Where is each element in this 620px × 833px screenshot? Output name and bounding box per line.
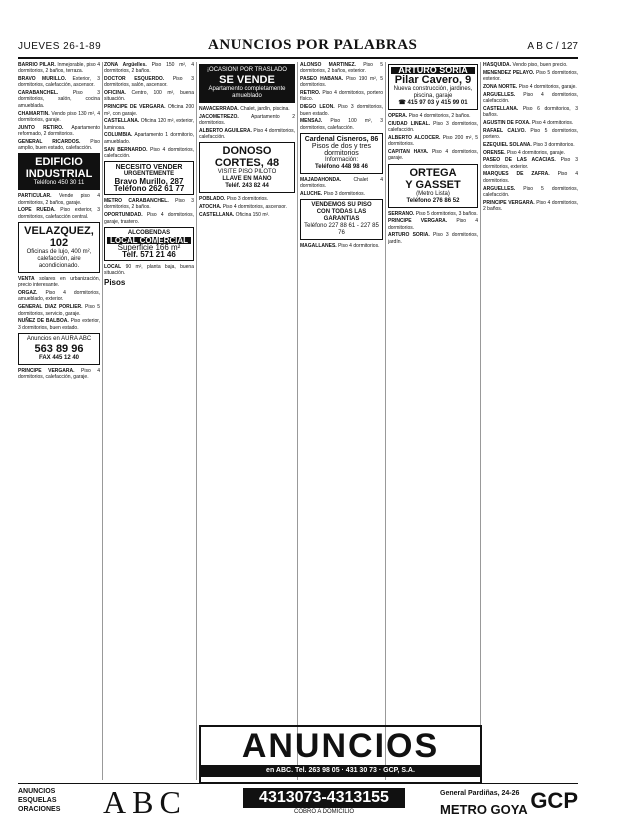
necesito-l3: Bravo Murillo, 287 bbox=[114, 177, 184, 187]
classified-keyword: ATOCHA. bbox=[199, 204, 222, 211]
cardenal-l1: Cardenal Cisneros, 86 bbox=[304, 135, 379, 143]
cardenal-ad bbox=[300, 133, 383, 174]
classified-text: Piso 3 dormitorios, exterior. bbox=[483, 157, 578, 170]
classified-text: Piso 190 m², 5 dormitorios. bbox=[300, 76, 383, 89]
classified-item bbox=[483, 84, 578, 90]
classified-item bbox=[483, 186, 578, 199]
classified-keyword: EZEQUIEL SOLANA. bbox=[483, 141, 532, 148]
column-1 bbox=[18, 62, 100, 780]
section-pisos: Pisos bbox=[104, 278, 126, 288]
footer-address: General Pardiñas, 24-26 bbox=[440, 790, 520, 797]
classified-text: Inmejorable, piso 4 dormitorios, 2 baños, terraza. bbox=[18, 62, 100, 75]
footer-left-1: ANUNCIOS bbox=[18, 788, 56, 795]
col1d-list bbox=[18, 368, 100, 381]
classified-text: Oficina 120 m², exterior, luminosa. bbox=[104, 118, 194, 131]
edificio-line1: EDIFICIO bbox=[35, 156, 83, 169]
classified-keyword: GENERAL RICARDOS. bbox=[18, 138, 81, 145]
classified-item bbox=[388, 232, 478, 245]
classified-keyword: AGUSTIN DE FOXA. bbox=[483, 119, 531, 126]
classified-item bbox=[483, 106, 578, 119]
ortega-l2: Y GASSET bbox=[405, 178, 461, 191]
footer-left bbox=[18, 787, 60, 814]
classified-keyword: CARABANCHEL. bbox=[18, 90, 59, 97]
vendemos-l1: VENDEMOS SU PISO bbox=[311, 202, 372, 209]
classified-keyword: CASTELLANA. bbox=[483, 105, 519, 112]
classified-item bbox=[104, 132, 194, 145]
classified-keyword: ZONA NORTE. bbox=[483, 83, 518, 90]
donoso-l5: Teléf. 243 82 44 bbox=[225, 183, 269, 190]
classified-text: Piso 3 dormitorios, salón, cocina amueblada. bbox=[18, 90, 100, 109]
aura-ad bbox=[18, 333, 100, 365]
classified-item bbox=[300, 243, 383, 249]
classified-item bbox=[300, 118, 383, 131]
col5b-list bbox=[388, 211, 478, 245]
donoso-l4: LLAVE EN MANO bbox=[222, 176, 272, 183]
classified-text: Piso 4 dormitorios, portero físico. bbox=[300, 90, 383, 103]
banner-sub: en ABC. Tel. 263 98 05 · 431 30 73 · GCP, S.A. bbox=[201, 765, 480, 777]
column-4 bbox=[300, 62, 383, 722]
footer-strip bbox=[18, 783, 578, 824]
col4-list bbox=[300, 62, 383, 131]
column-6 bbox=[483, 62, 578, 780]
classified-item bbox=[483, 142, 578, 148]
classified-text: Piso 4 dormitorios, calefacción, garaje. bbox=[18, 367, 100, 381]
aura-phone: 563 89 96 bbox=[34, 342, 84, 355]
col1-list bbox=[18, 62, 100, 151]
classified-text: Piso 6 dormitorios, 3 baños. bbox=[483, 105, 578, 119]
classified-keyword: PRINCIPE VERGARA. bbox=[18, 367, 75, 374]
classified-keyword: RETIRO. bbox=[300, 90, 321, 97]
classified-keyword: ALBERTO AGUILERA. bbox=[199, 127, 252, 134]
classified-item bbox=[104, 264, 194, 277]
column-3 bbox=[199, 62, 295, 722]
classified-text: Chalet 4 dormitorios. bbox=[300, 176, 383, 190]
classified-keyword: OPORTUNIDAD. bbox=[104, 212, 143, 219]
classified-text: Piso 4 dormitorios. bbox=[388, 218, 478, 231]
classified-keyword: ARGUELLES. bbox=[483, 185, 516, 192]
classified-text: Piso 100 m², 3 dormitorios, calefacción. bbox=[300, 118, 383, 131]
classified-text: Piso 4 dormitorios. bbox=[483, 171, 578, 184]
velazquez-street: VELAZQUEZ, 102 bbox=[24, 225, 94, 250]
classified-item bbox=[104, 118, 194, 131]
local-l1: ALCOBENDAS bbox=[127, 229, 171, 236]
classified-keyword: JACOMETREZO. bbox=[199, 113, 239, 120]
classified-item bbox=[18, 207, 100, 220]
classified-item bbox=[18, 76, 100, 89]
classified-keyword: CIUDAD LINEAL. bbox=[388, 120, 431, 127]
col4b-list bbox=[300, 177, 383, 197]
classified-item bbox=[388, 121, 478, 134]
classified-item bbox=[199, 212, 295, 218]
necesito-l1: NECESITO VENDER bbox=[115, 164, 183, 172]
classified-keyword: MENSAJ. bbox=[300, 118, 323, 125]
classified-item bbox=[483, 157, 578, 170]
col6-list bbox=[483, 62, 578, 212]
classified-keyword: PRINCIPE VERGARA. bbox=[388, 218, 448, 225]
classified-item bbox=[300, 90, 383, 103]
ortega-l4: Teléfono 276 86 52 bbox=[406, 197, 460, 204]
classified-text: Oficina 200 m², con garaje. bbox=[104, 104, 194, 117]
classified-text: Piso 4 dormitorios, garaje. bbox=[506, 149, 565, 156]
necesito-ad bbox=[104, 161, 194, 195]
classified-text: Piso 4 dormitorios. bbox=[531, 119, 574, 126]
ortega-l1: ORTEGA bbox=[409, 166, 457, 179]
classified-text: Vendo piso, buen precio. bbox=[512, 62, 568, 68]
classified-keyword: ORGAZ. bbox=[18, 290, 38, 297]
edificio-ad bbox=[18, 153, 100, 190]
abc-logo: ABC bbox=[103, 784, 187, 820]
classified-item bbox=[199, 196, 295, 202]
classified-item bbox=[300, 104, 383, 117]
classified-text: Apartamento 2 dormitorios. bbox=[199, 113, 295, 127]
classified-keyword: HASQUIDA. bbox=[483, 62, 512, 68]
classified-text: Apartamento reformado, 2 dormitorios. bbox=[18, 124, 100, 137]
classified-text: Piso 4 dormitorios, ascensor. bbox=[222, 204, 287, 211]
ortega-l3: (Metro Lista) bbox=[416, 190, 450, 197]
col2c-list bbox=[104, 264, 194, 277]
classified-text: Piso 3 dormitorios, buen estado. bbox=[300, 104, 383, 117]
classified-text: Piso 4 dormitorios, calefacción. bbox=[483, 91, 578, 104]
classified-keyword: PARTICULAR. bbox=[18, 193, 52, 200]
aura-fax: FAX 445 12 40 bbox=[38, 354, 80, 361]
classified-item bbox=[104, 90, 194, 103]
classified-text: Exterior, 3 dormitorios, calefacción, ascensor. bbox=[18, 76, 100, 89]
classified-text: Centro, 100 m², buena situación. bbox=[104, 90, 194, 103]
footer-cobro: COBRO A DOMICILIO bbox=[293, 809, 354, 815]
local-l4: Telf. 571 21 46 bbox=[122, 249, 176, 259]
classified-text: Piso 4 dormitorios. bbox=[338, 243, 380, 250]
velazquez-text: Oficinas de lujo, 400 m², calefacción, aire acondicionado. bbox=[26, 249, 92, 270]
classified-keyword: NAVACERRADA. bbox=[199, 106, 239, 112]
classified-keyword: BARRIO PILAR. bbox=[18, 62, 56, 68]
footer-left-3: ORACIONES bbox=[18, 806, 61, 813]
classified-keyword: NUÑEZ DE BALBOA. bbox=[18, 318, 69, 325]
classified-item bbox=[300, 177, 383, 190]
classified-item bbox=[104, 212, 194, 225]
classified-keyword: GENERAL DIAZ PORLIER. bbox=[18, 304, 83, 311]
classified-keyword: PASEO HABANA. bbox=[300, 76, 344, 83]
traslado-l3: Apartamento completamente amueblado bbox=[208, 86, 286, 99]
classified-text: Apartamento 1 dormitorio, amueblado. bbox=[104, 132, 194, 145]
classified-item bbox=[199, 128, 295, 141]
local-ad bbox=[104, 227, 194, 261]
aura-name: Anuncios en AURA ABC bbox=[26, 335, 92, 342]
classified-keyword: CASTELLANA. bbox=[199, 212, 235, 219]
classified-keyword: RAFAEL CALVO. bbox=[483, 127, 526, 134]
section-title: ANUNCIOS POR PALABRAS bbox=[208, 37, 418, 53]
classified-text: Piso 5 dormitorios, calefacción. bbox=[483, 185, 578, 198]
classified-keyword: LOPE RUEDA. bbox=[18, 207, 56, 214]
column-rule bbox=[480, 62, 481, 780]
classified-item bbox=[300, 191, 383, 197]
anuncios-banner bbox=[199, 725, 482, 784]
classified-text: Piso 4 dormitorios, 2 baños. bbox=[408, 113, 471, 119]
local-l3: Superficie 166 m² bbox=[117, 242, 181, 252]
edificio-line2: INDUSTRIAL bbox=[25, 168, 93, 181]
classified-item bbox=[483, 120, 578, 126]
classified-item bbox=[388, 149, 478, 162]
cardenal-l4: Teléfono 448 98 46 bbox=[315, 163, 368, 170]
classified-keyword: CASTELLANA. bbox=[104, 118, 140, 125]
donoso-l3: VISITE PISO PILOTO bbox=[217, 169, 277, 176]
classified-item bbox=[18, 276, 100, 289]
classified-keyword: SAN BERNARDO. bbox=[104, 146, 148, 153]
col1c-list bbox=[18, 276, 100, 331]
classified-text: Piso exterior, 3 dormitorios, buen estado. bbox=[18, 318, 100, 331]
classified-keyword: VENTA bbox=[18, 276, 35, 283]
cardenal-l2: Pisos de dos y tres dormitorios bbox=[311, 142, 372, 157]
page-header bbox=[18, 37, 578, 59]
col3-list bbox=[199, 106, 295, 140]
classified-text: Piso 200 m², 5 dormitorios. bbox=[388, 134, 478, 148]
donoso-l1: DONOSO bbox=[222, 145, 272, 158]
arturo-soria-ad bbox=[388, 64, 478, 110]
ortega-gasset-ad bbox=[388, 164, 478, 208]
necesito-l4: Teléfono 262 61 77 bbox=[113, 184, 185, 194]
classified-text: Piso 3 dormitorios. bbox=[323, 191, 366, 198]
classified-text: Piso 4 dormitorios, amueblado, exterior. bbox=[18, 290, 100, 303]
classified-text: Piso 3 dormitorios, calefacción. bbox=[388, 120, 478, 134]
classified-keyword: MAGALLANES. bbox=[300, 243, 337, 250]
classified-text: Piso 5 dormitorios, 2 baños, exterior. bbox=[300, 62, 383, 75]
vendemos-l3: Teléfono 227 88 61 - 227 85 76 bbox=[304, 223, 379, 237]
classified-item bbox=[104, 198, 194, 211]
arturo-l4: ☎ 415 97 03 y 415 99 01 bbox=[398, 100, 468, 106]
arturo-l3: Nueva construcción, jardines, piscina, garaje bbox=[393, 86, 473, 99]
classified-item bbox=[388, 218, 478, 231]
classified-keyword: POBLADO. bbox=[199, 196, 226, 203]
classified-item bbox=[104, 76, 194, 89]
classified-text: Piso 4 dormitorios, calefacción. bbox=[104, 146, 194, 159]
col2b-list bbox=[104, 198, 194, 225]
classified-item bbox=[388, 113, 478, 119]
classified-item bbox=[18, 318, 100, 331]
classified-item bbox=[199, 114, 295, 127]
classified-item bbox=[483, 150, 578, 156]
classified-keyword: SERRANO. bbox=[388, 210, 415, 217]
footer-left-2: ESQUELAS bbox=[18, 797, 57, 804]
classified-keyword: LOCAL bbox=[104, 263, 122, 270]
classified-item bbox=[18, 90, 100, 109]
classified-keyword: PASEO DE LAS ACACIAS. bbox=[483, 157, 556, 164]
classified-keyword: ARTURO SORIA. bbox=[388, 232, 430, 239]
col3c-list bbox=[199, 196, 295, 218]
classified-text: Piso 4 dormitorios, garaje, trastero. bbox=[104, 212, 194, 225]
donoso-ad bbox=[199, 142, 295, 193]
classified-keyword: MENENDEZ PELAYO. bbox=[483, 69, 535, 76]
classified-keyword: ALBERTO ALCOCER. bbox=[388, 134, 441, 141]
classified-keyword: PRINCIPE VERGARA. bbox=[483, 199, 535, 206]
classified-text: Piso 3 dormitorios, 2 baños. bbox=[104, 198, 194, 211]
classified-item bbox=[199, 106, 295, 112]
classified-keyword: ALUCHE. bbox=[300, 191, 323, 198]
classified-keyword: MARQUES DE ZAFRA. bbox=[483, 171, 550, 178]
classified-text: solares en urbanización, precio interesante. bbox=[18, 276, 100, 289]
column-rule bbox=[297, 62, 298, 780]
necesito-l2: URGENTEMENTE bbox=[123, 171, 175, 178]
classified-item bbox=[483, 62, 578, 68]
vendemos-ad bbox=[300, 199, 383, 240]
classified-text: Vende piso 4 dormitorios, 2 baños, garaje. bbox=[18, 193, 100, 206]
classified-item bbox=[18, 368, 100, 381]
classified-text: Piso 5 dormitorios, servicio, garaje. bbox=[18, 304, 100, 317]
classified-text: Piso 4 dormitorios, garaje. bbox=[518, 83, 577, 90]
classified-item bbox=[483, 171, 578, 184]
classified-text: Piso 3 dormitorios, salón, ascensor. bbox=[104, 76, 194, 89]
classified-item bbox=[388, 211, 478, 217]
classified-text: Chalet, jardín, piscina. bbox=[240, 106, 290, 112]
classified-keyword: JUNTO RETIRO. bbox=[18, 124, 64, 131]
classified-keyword: BRAVO MURILLO. bbox=[18, 76, 67, 83]
classified-text: Piso 3 dormitorios. bbox=[533, 141, 575, 148]
donoso-l2: CORTES, 48 bbox=[214, 157, 280, 170]
classified-text: Piso 5 dormitorios, exterior. bbox=[483, 69, 578, 83]
classified-item bbox=[388, 135, 478, 148]
page-number: A B C / 127 bbox=[527, 41, 578, 52]
classified-item bbox=[104, 104, 194, 117]
arturo-l2: Pilar Cavero, 9 bbox=[394, 74, 472, 86]
classified-item bbox=[104, 147, 194, 160]
velazquez-ad bbox=[18, 222, 100, 273]
column-rule bbox=[102, 62, 103, 780]
classified-text: Oficina 150 m². bbox=[235, 212, 270, 219]
classified-keyword: OPERA. bbox=[388, 113, 408, 119]
classified-text: Piso 4 dormitorios, calefacción. bbox=[199, 127, 295, 141]
classified-item bbox=[483, 128, 578, 141]
classified-item bbox=[18, 304, 100, 317]
classified-keyword: PRINCIPE DE VERGARA. bbox=[104, 104, 166, 111]
classified-keyword: COLUMBIA. bbox=[104, 132, 133, 139]
column-5 bbox=[388, 62, 478, 722]
col4c-list bbox=[300, 243, 383, 249]
col5-list bbox=[388, 113, 478, 162]
classified-item bbox=[300, 76, 383, 89]
local-l2: LOCAL COMERCIAL bbox=[107, 237, 191, 244]
classified-keyword: ZONA Argüelles. bbox=[104, 62, 147, 68]
traslado-l2: SE VENDE bbox=[219, 74, 275, 86]
vendemos-l2: CON TODAS LAS GARANTIAS bbox=[316, 209, 367, 223]
classified-item bbox=[483, 92, 578, 105]
traslado-ad bbox=[199, 64, 295, 103]
classified-item bbox=[18, 125, 100, 138]
classified-keyword: CHAMARTIN. bbox=[18, 110, 50, 117]
col1b-list bbox=[18, 193, 100, 220]
classified-item bbox=[18, 290, 100, 303]
classified-text: Piso 3 dormitorios, jardín. bbox=[388, 232, 478, 245]
classified-item bbox=[18, 111, 100, 124]
classified-item bbox=[483, 200, 578, 213]
column-rule bbox=[385, 62, 386, 780]
classified-item bbox=[18, 193, 100, 206]
classified-item bbox=[300, 62, 383, 75]
classified-text: Piso 4 dormitorios, garaje. bbox=[388, 148, 478, 162]
classified-keyword: ORENSE. bbox=[483, 149, 506, 156]
cardenal-l3: Información: bbox=[324, 156, 358, 163]
classified-text: Piso 4 dormitorios, 2 baños. bbox=[483, 199, 578, 212]
header-date: JUEVES 26-1-89 bbox=[18, 41, 102, 52]
footer-phones: 4313073-4313155 bbox=[243, 788, 405, 808]
column-2 bbox=[104, 62, 194, 780]
classified-text: Vendo piso 130 m², 4 dormitorios, garaje. bbox=[18, 110, 100, 123]
edificio-phone: Teléfono 450 30 11 bbox=[33, 180, 85, 187]
arturo-l1: ARTURO SORIA bbox=[391, 67, 475, 74]
classified-item bbox=[483, 70, 578, 83]
gcp-logo: GCP bbox=[530, 788, 578, 813]
classified-text: Piso 150 m², 4 dormitorios, 2 baños. bbox=[104, 62, 194, 75]
classified-keyword: DIEGO LEON. bbox=[300, 104, 335, 111]
classified-keyword: METRO CARABANCHEL. bbox=[104, 198, 169, 205]
classified-item bbox=[104, 62, 194, 75]
classified-item bbox=[18, 139, 100, 152]
classified-keyword: CAPITAN HAYA. bbox=[388, 148, 429, 155]
classified-text: Piso amplio, buen estado, calefacción. bbox=[18, 138, 100, 152]
banner-word: ANUNCIOS bbox=[241, 727, 440, 765]
col2-list bbox=[104, 62, 194, 159]
footer-metro: METRO GOYA bbox=[440, 802, 528, 817]
classified-text: Piso exterior, 3 dormitorios, calefacción central. bbox=[18, 207, 100, 220]
classified-text: Piso 3 dormitorios. bbox=[226, 196, 269, 203]
classified-item bbox=[199, 204, 295, 210]
classified-item bbox=[18, 62, 100, 75]
classified-text: 90 m², planta baja, buena situación. bbox=[104, 263, 194, 277]
classified-keyword: MAJADAHONDA. bbox=[300, 176, 342, 183]
classified-keyword: ARGUELLES. bbox=[483, 91, 516, 98]
classified-keyword: ALONSO MARTINEZ. bbox=[300, 62, 356, 68]
classified-text: Piso 5 dormitorios, portero. bbox=[483, 127, 578, 140]
classified-keyword: OFICINA. bbox=[104, 90, 126, 97]
column-rule bbox=[196, 62, 197, 780]
classified-text: Piso 5 dormitorios, 3 baños. bbox=[415, 210, 478, 217]
traslado-l1: ¡OCASION! POR TRASLADO bbox=[207, 67, 287, 73]
classified-keyword: DOCTOR ESQUERDO. bbox=[104, 76, 165, 83]
